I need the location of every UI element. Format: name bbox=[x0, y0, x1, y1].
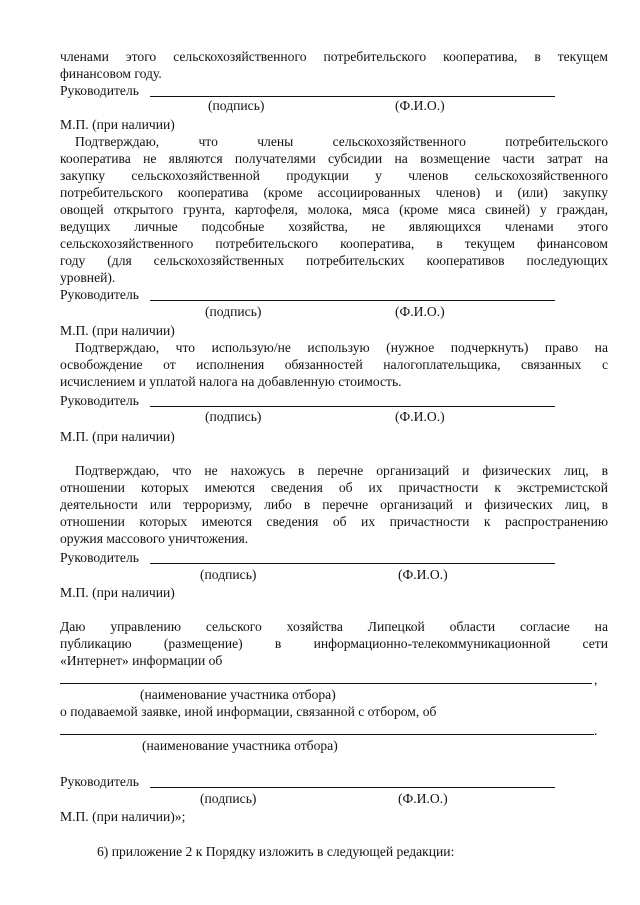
signature-line bbox=[150, 563, 555, 564]
text-line: «Интернет» информации об bbox=[60, 653, 223, 668]
rukovoditel-label: Руководитель bbox=[60, 550, 139, 565]
text-line: уровней). bbox=[60, 270, 116, 285]
text-line: публикацию (размещение) в информационно-телекоммуникационной сети bbox=[60, 636, 608, 651]
text-line: членами этого сельскохозяйственного потребительского кооператива, в текущем bbox=[60, 49, 608, 64]
text-line: закупку сельскохозяйственной продукции у членов сельскохозяйственного bbox=[60, 168, 608, 183]
rukovoditel-label: Руководитель bbox=[60, 393, 139, 408]
text-line: потребительского кооператива (кроме ассоциированных членов) и (или) закупку bbox=[60, 185, 608, 200]
rukovoditel-label: Руководитель bbox=[60, 774, 139, 789]
text-line: оружия массового уничтожения. bbox=[60, 531, 249, 546]
stamp-label: М.П. (при наличии)»; bbox=[60, 809, 186, 824]
final-item-text: 6) приложение 2 к Порядку изложить в следующей редакции: bbox=[97, 844, 455, 859]
text-line: деятельности или терроризму, либо в перечне организаций и физических лиц, в bbox=[60, 497, 608, 512]
stamp-label: М.П. (при наличии) bbox=[60, 117, 175, 132]
signature-line bbox=[150, 300, 555, 301]
participant-name-line bbox=[60, 683, 592, 684]
fio-caption: (Ф.И.О.) bbox=[395, 98, 445, 113]
rukovoditel-label: Руководитель bbox=[60, 83, 139, 98]
text-line: кооператива не являются получателями субсидии на возмещение части затрат на bbox=[60, 151, 608, 166]
text-line: сельскохозяйственного потребительского кооператива, в текущем финансовом bbox=[60, 236, 608, 251]
text-line: освобождение от исполнения обязанностей налогоплательщика, связанных с bbox=[60, 357, 608, 372]
signature-caption: (подпись) bbox=[200, 791, 257, 806]
text-line: году (для сельскохозяйственных потребительских кооперативов последующих bbox=[60, 253, 608, 268]
signature-caption: (подпись) bbox=[200, 567, 257, 582]
text-line: отношении которых имеются сведения об их причастности к распространению bbox=[60, 514, 608, 529]
text-line: отношении которых имеются сведения об их причастности к экстремистской bbox=[60, 480, 608, 495]
stamp-label: М.П. (при наличии) bbox=[60, 323, 175, 338]
rukovoditel-label: Руководитель bbox=[60, 287, 139, 302]
signature-line bbox=[150, 787, 555, 788]
text-line: Подтверждаю, что использую/не использую (нужное подчеркнуть) право на bbox=[75, 340, 608, 355]
comma: , bbox=[594, 672, 598, 687]
text-line: ведущих личные подсобные хозяйства, не являющихся членами этого bbox=[60, 219, 608, 234]
text-line: Даю управлению сельского хозяйства Липецкой области согласие на bbox=[60, 619, 608, 634]
signature-line bbox=[150, 406, 555, 407]
signature-caption: (подпись) bbox=[208, 98, 265, 113]
fio-caption: (Ф.И.О.) bbox=[398, 567, 448, 582]
participant-name-caption: (наименование участника отбора) bbox=[140, 687, 336, 702]
fio-caption: (Ф.И.О.) bbox=[398, 791, 448, 806]
signature-caption: (подпись) bbox=[205, 409, 262, 424]
fio-caption: (Ф.И.О.) bbox=[395, 304, 445, 319]
fio-caption: (Ф.И.О.) bbox=[395, 409, 445, 424]
text-line: финансовом году. bbox=[60, 66, 162, 81]
text-line: Подтверждаю, что члены сельскохозяйственного потребительского bbox=[75, 134, 608, 149]
text-line: овощей открытого грунта, картофеля, молока, мяса (кроме мяса свиней) у граждан, bbox=[60, 202, 608, 217]
participant-name-caption: (наименование участника отбора) bbox=[142, 738, 338, 753]
period: . bbox=[594, 723, 598, 738]
participant-name-line bbox=[60, 734, 594, 735]
text-line: исчислением и уплатой налога на добавленную стоимость. bbox=[60, 374, 402, 389]
text-line: о подаваемой заявке, иной информации, связанной с отбором, об bbox=[60, 704, 437, 719]
stamp-label: М.П. (при наличии) bbox=[60, 585, 175, 600]
signature-caption: (подпись) bbox=[205, 304, 262, 319]
stamp-label: М.П. (при наличии) bbox=[60, 429, 175, 444]
text-line: Подтверждаю, что не нахожусь в перечне организаций и физических лиц, в bbox=[75, 463, 608, 478]
